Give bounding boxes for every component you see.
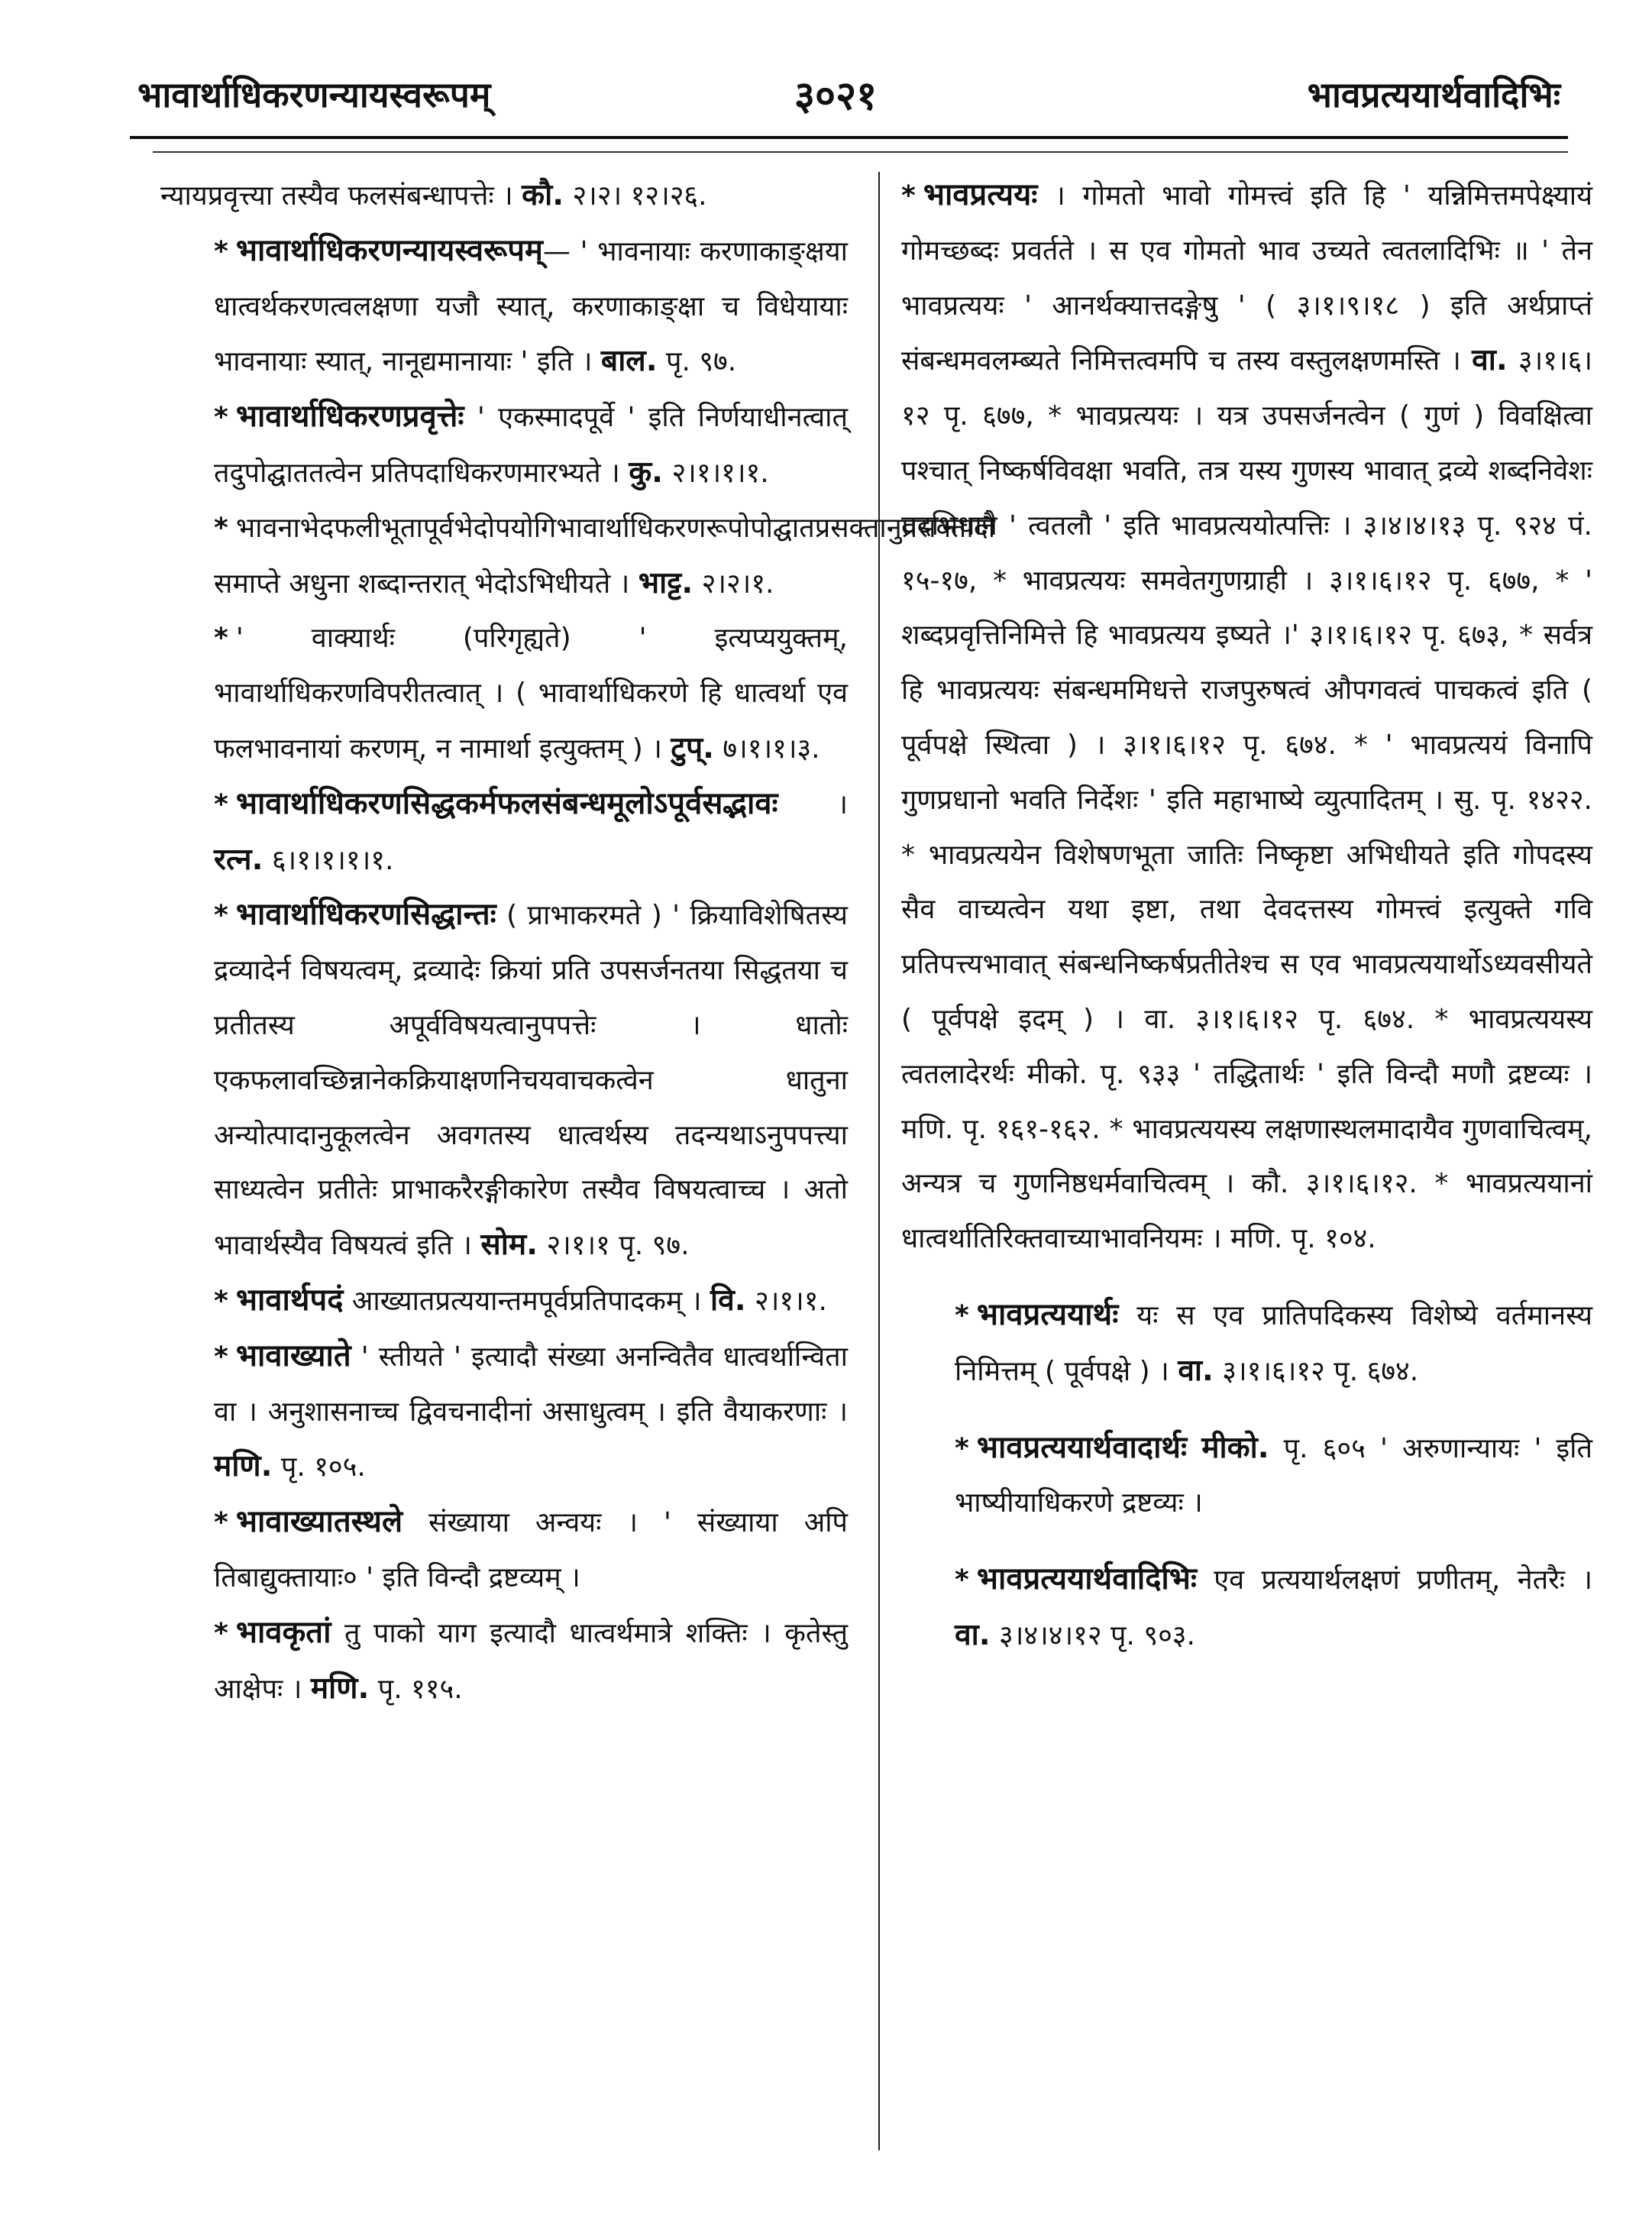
- dictionary-entry: [160, 390, 848, 501]
- entry-marker: *: [214, 512, 228, 544]
- entry-reference: पृ. ९७.: [657, 346, 737, 378]
- entry-reference: ६।१।१।१।१.: [263, 844, 394, 876]
- entry-body: ।: [778, 788, 848, 820]
- dictionary-entry: [160, 1329, 848, 1495]
- dictionary-entry: [160, 888, 848, 1273]
- entry-body: ' स्तीयते ' इत्यादौ संख्या अनन्वितैव धात्वर्थान्विता वा । अनुशासनाच्च द्विवचनादीनां असाधुत्वम् । इति वैयाकरणाः ।: [214, 1341, 848, 1428]
- entry-reference: ३।१।६।१२ पृ. ६७७, * भावप्रत्ययः । यत्र उपसर्जनत्वेन ( गुणं ) विवक्षित्वा पश्चात् निष्कर्षविवक्षा भवति, तत्र यस्य गुणस्य भावात् द्रव्ये शब्दनिवेशः तदभिधाने ' त्वतलौ ' इति भावप्रत्ययोत्पत्तिः । ३।४।४।१३ पृ. ९२४ पं. १५-१७, * भावप्रत्ययः समवेतगुणग्राही । ३।१।६।१२ पृ. ६७७, * ' शब्दप्रवृत्तिनिमित्ते हि भावप्रत्यय इष्यते ।' ३।१।६।१२ पृ. ६७३, * सर्वत्र हि भावप्रत्ययः संबन्धममिधत्ते राजपुरुषत्वं औपगवत्वं पाचकत्वं इति ( पूर्वपक्षे स्थित्वा ) । ३।१।६।१२ पृ. ६७४. * ' भावप्रत्ययं विनापि गुणप्रधानो भवति निर्देशः ' इति महाभाष्ये व्युत्पादितम् । सु. पृ. १४२२. * भावप्रत्ययेन विशेषणभूता जातिः निष्कृष्टा अभिधीयते इति गोपदस्य सैव वाच्यत्वेन यथा इष्टा, तथा देवदत्तस्य गोमत्त्वं इत्युक्ते गवि प्रतिपत्त्यभावात् संबन्धनिष्कर्षप्रतीतेश्च स एव भावप्रत्ययार्थोऽध्यवसीयते ( पूर्वपक्षे इदम् ) । वा. ३।१।६।१२ पृ. ६७४. * भावप्रत्ययस्य त्वतलादेरर्थः मीको. पृ. ९३३ ' तद्धितार्थः ' इति विन्दौ मणौ द्रष्टव्यः । मणि. पृ. १६१-१६२. * भावप्रत्ययस्य लक्षणास्थलमादायैव गुणवाचित्वम्, अन्यत्र च गुणनिष्ठधर्मवाचित्वम् । कौ. ३।१।६।१२. * भावप्रत्ययानां धात्वर्थातिरिक्तवाच्याभावनियमः । मणि. पृ. १०४.: [901, 345, 1592, 1255]
- entry-source: वा.: [1472, 343, 1508, 378]
- entry-body: यः स एव प्रातिपदिकस्य विशेष्ये वर्तमानस्य निमित्तम् ( पूर्वपक्षे ) ।: [955, 1299, 1592, 1387]
- entry-reference: २।१।१।१.: [663, 457, 769, 489]
- entry-body: ' एकस्मादपूर्वे ' इति निर्णयाधीनत्वात् तदुपोद्घाततत्वेन प्रतिपदाधिकरणमारभ्यते ।: [214, 402, 848, 489]
- dictionary-entry: [901, 1288, 1592, 1399]
- entry-source: वि.: [710, 1283, 746, 1318]
- entry-headword: भावार्थाधिकरणसिद्धकर्मफलसंबन्धमूलोऽपूर्वसद्भावः: [235, 785, 778, 821]
- header-rule-thin: [153, 151, 1568, 153]
- entry-reference: ७।१।१।३.: [713, 733, 820, 765]
- entry-headword: भावकृतां: [235, 1614, 331, 1650]
- header-right-headword: भावप्रत्ययार्थवादिभिः: [1307, 74, 1560, 115]
- entry-marker: *: [214, 1285, 228, 1317]
- entry-reference: ३।१।६।१२ पृ. ६७४.: [1213, 1355, 1419, 1387]
- entry-headword: भावप्रत्ययः: [923, 177, 1038, 212]
- page-header: [137, 70, 1560, 131]
- entry-source: मीको.: [1201, 1430, 1269, 1465]
- entry-reference: २।१।१.: [745, 1285, 827, 1317]
- right-column: [901, 168, 1592, 1664]
- dictionary-entry: [901, 168, 1592, 1266]
- entry-marker: *: [214, 788, 228, 820]
- dictionary-entry: [160, 224, 848, 390]
- entry-reference: ३।४।४।१२ पृ. ९०३.: [990, 1619, 1195, 1651]
- entry-marker: *: [214, 402, 228, 434]
- entry-headword: भावार्थाधिकरणसिद्धान्तः: [235, 897, 496, 933]
- entry-headword: भावाख्यातस्थले: [235, 1504, 403, 1540]
- entry-marker: *: [214, 900, 228, 932]
- entry-headword: भावाख्याते: [235, 1338, 351, 1373]
- entry-headword: भावार्थपदं: [235, 1282, 344, 1318]
- entry-marker: *: [955, 1299, 969, 1331]
- entry-source: बाल.: [600, 344, 658, 379]
- entry-source: मणि.: [310, 1671, 370, 1706]
- dictionary-entry: [160, 501, 996, 612]
- header-left-headword: भावार्थाधिकरणन्यायस्वरूपम्: [137, 74, 491, 115]
- entry-body: एव प्रत्ययार्थलक्षणं प्रणीतम्, नेतरैः ।: [1197, 1564, 1592, 1596]
- entry-reference: पृ. १०५.: [272, 1451, 366, 1483]
- dictionary-entry: [160, 611, 848, 776]
- entry-body: भावनाभेदफलीभूतापूर्वभेदोपयोगिभावार्थाधिकरणरूपोपोद्घातप्रसक्तानुप्रसक्तादौ समाप्ते अधुना शब्दान्तरात् भेदोऽभिधीयते ।: [214, 512, 996, 600]
- entry-source: वा.: [955, 1617, 991, 1652]
- entry-source: सोम.: [480, 1228, 538, 1263]
- entry-headword: भावप्रत्ययार्थवादिभिः: [976, 1561, 1197, 1597]
- dictionary-entry: [901, 1421, 1592, 1532]
- entry-reference: २।२। १२।२६.: [564, 180, 707, 212]
- entry-body: ' वाक्यार्थः (परिगृह्यते) ' इत्यप्ययुक्तम्, भावार्थाधिकरणविपरीतत्वात् । ( भावार्थाधिकरणे हि धात्वर्था एव फलभावनायां करणम्, न नामार्था इत्युक्तम् ) ।: [214, 623, 848, 765]
- entry-reference: पृ. ११५.: [369, 1673, 463, 1705]
- entry-body: न्यायप्रवृत्त्या तस्यैव फलसंबन्धापत्तेः ।: [160, 180, 522, 212]
- entry-headword: भावप्रत्ययार्थः: [976, 1296, 1119, 1332]
- entry-reference: पृ. ६०५ ' अरुणान्यायः ' इति भाष्यीयाधिकरणे द्रष्टव्यः ।: [955, 1432, 1592, 1519]
- entry-headword: भावार्थाधिकरणप्रवृत्तेः: [235, 399, 464, 435]
- entry-marker: *: [214, 1341, 228, 1373]
- entry-marker: *: [214, 1507, 228, 1539]
- entry-body: । गोमतो भावो गोमत्त्वं इति हि ' यन्निमित्तमपेक्ष्यायं गोमच्छब्दः प्रवर्तते । स एव गोमतो भाव उच्यते त्वतलादिभिः ॥ ' तेन भावप्रत्ययः ' आनर्थक्यात्तदङ्गेषु ' ( ३।१।९।१८ ) इति अर्थप्राप्तं संबन्धमवलम्ब्यते निमित्तत्वमपि च तस्य वस्तुलक्षणमस्ति ।: [901, 180, 1592, 377]
- entry-body: [1187, 1433, 1201, 1464]
- entry-marker: *: [955, 1432, 969, 1464]
- entry-headword: भावप्रत्ययार्थवादार्थः: [976, 1429, 1188, 1465]
- entry-source: कु.: [629, 454, 664, 490]
- entry-headword: भावार्थाधिकरणन्यायस्वरूपम्: [235, 232, 543, 268]
- entry-source: मणि.: [214, 1449, 273, 1484]
- entry-reference: २।१।१ पृ. ९७.: [538, 1230, 690, 1262]
- dictionary-entry: [160, 1606, 848, 1717]
- dictionary-entry: [160, 1273, 848, 1329]
- entry-marker: *: [214, 623, 228, 655]
- entry-marker: *: [214, 1617, 228, 1649]
- entry-source: वा.: [1178, 1353, 1214, 1388]
- dictionary-entry: [160, 168, 848, 224]
- entry-reference: २।२।१.: [693, 568, 774, 600]
- entry-source: भाट्ट.: [638, 565, 693, 600]
- entry-source: टुप्.: [671, 730, 714, 765]
- entry-body: ( प्राभाकरमते ) ' क्रियाविशेषितस्य द्रव्यादेर्न विषयत्वम्, द्रव्यादेः क्रियां प्रति उपसर्जनतया सिद्धतया च प्रतीतस्य अपूर्वविषयत्वानुपपत्तेः । धातोः एकफलावच्छिन्नानेकक्रियाक्षणनिचयवाचकत्वेन धातुना अन्योत्पादानुकूलत्वेन अवगतस्य धात्वर्थस्य तदन्यथाऽनुपपत्त्या साध्यत्वेन प्रतीतेः प्राभाकरैरङ्गीकारेण तस्यैव विषयत्वाच्च । अतो भावार्थस्यैव विषयत्वं इति ।: [214, 900, 848, 1262]
- entry-source: कौ.: [522, 178, 564, 212]
- entry-body: — ' भावनायाः करणाकाङ्क्षया धात्वर्थकरणत्वलक्षणा यजौ स्यात्, करणाकाङ्क्षा च विधेयायाः भावनायाः स्यात्, नानूद्यमानायाः ' इति ।: [214, 235, 848, 378]
- dictionary-entry: [160, 777, 848, 888]
- entry-marker: *: [214, 235, 228, 267]
- entry-marker: *: [955, 1564, 969, 1596]
- column-divider: [878, 172, 880, 2150]
- page-number: ३०२१: [794, 73, 878, 119]
- dictionary-entry: [160, 1495, 848, 1606]
- dictionary-entry: [901, 1552, 1592, 1664]
- header-rule-thick: [130, 136, 1568, 139]
- entry-marker: *: [901, 180, 916, 212]
- entry-body: तु पाको याग इत्यादौ धात्वर्थमात्रे शक्तिः । कृतेस्तु आक्षेपः ।: [214, 1617, 848, 1705]
- entry-source: रत्न.: [214, 842, 263, 877]
- entry-body: आख्यातप्रत्ययान्तमपूर्वप्रतिपादकम् ।: [343, 1285, 710, 1317]
- entry-body: संख्याया अन्वयः । ' संख्याया अपि तिबाद्युक्तायाः० ' इति विन्दौ द्रष्टव्यम् ।: [214, 1507, 848, 1593]
